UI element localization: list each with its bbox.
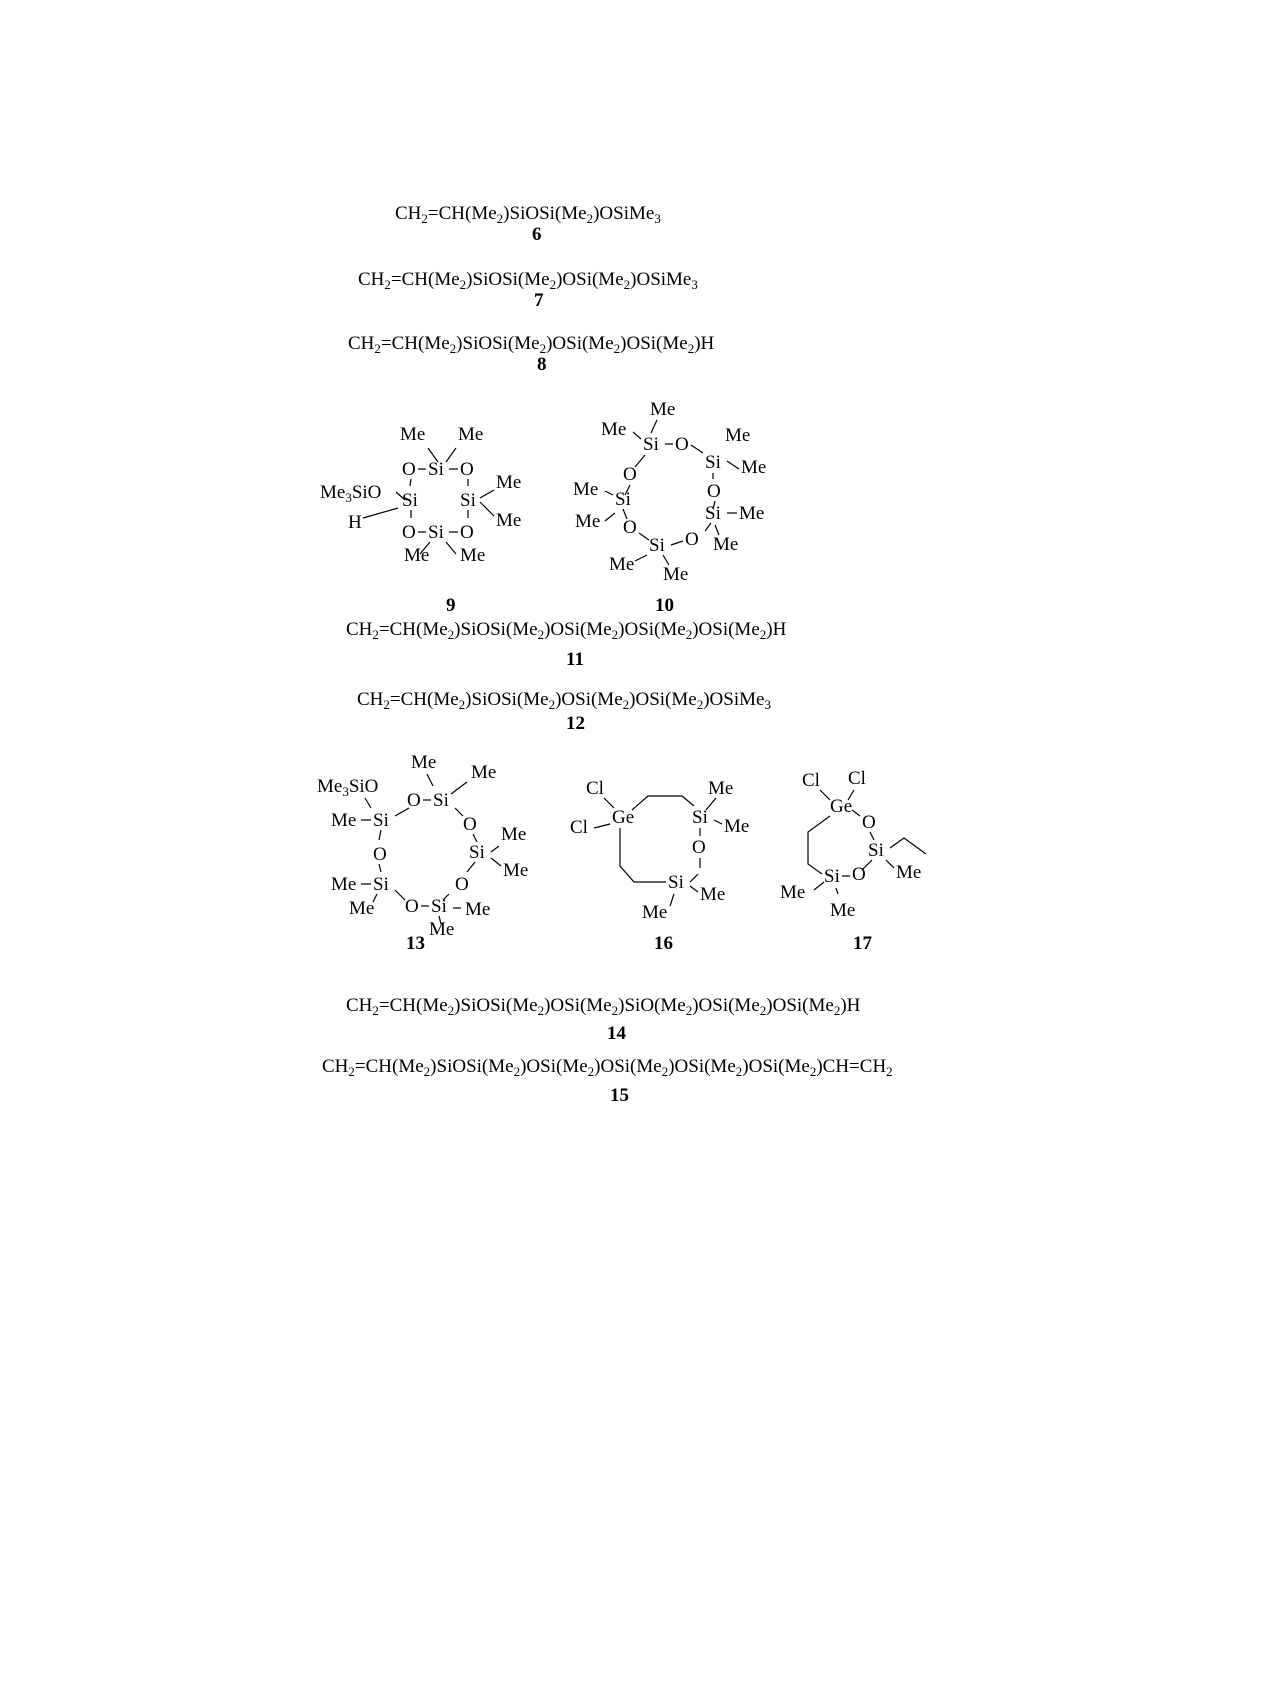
- formula-15: $CH_2=CH(Me_2)SiOSi(Me_2)OSi(Me_2)OSi(Me_2)OSi(Me_2)OSi(Me_2)CH=CH_2$: [322, 1056, 893, 1079]
- formula-6: $CH_2=CH(Me_2)SiOSi(Me_2)OSiMe_3$: [395, 203, 661, 226]
- atom-si: Si: [824, 866, 840, 887]
- compound-number-10: 10: [655, 595, 674, 616]
- atom-me: Me: [601, 419, 627, 440]
- atom-o: O: [373, 844, 387, 865]
- atom-o: O: [405, 896, 419, 917]
- atom-me: Me: [503, 860, 529, 881]
- atom-me: Me: [700, 884, 726, 905]
- structure-17: [780, 760, 980, 930]
- formula-7: $CH_2=CH(Me_2)SiOSi(Me_2)OSi(Me_2)OSiMe_3$: [358, 269, 698, 292]
- atom-si: Si: [668, 872, 684, 893]
- atom-me: Me: [331, 874, 357, 895]
- atom-si: Si: [433, 790, 449, 811]
- atom-o: O: [460, 459, 474, 480]
- atom-me: Me: [496, 510, 522, 531]
- atom-me: Me: [830, 900, 856, 921]
- atom-me: Me: [663, 564, 689, 585]
- atom-me: Me: [429, 919, 455, 940]
- atom-o: O: [707, 481, 721, 502]
- formula-11: $CH_2=CH(Me_2)SiOSi(Me_2)OSi(Me_2)OSi(Me_2)OSi(Me_2)H$: [346, 619, 787, 642]
- formula-12: $CH_2=CH(Me_2)SiOSi(Me_2)OSi(Me_2)OSi(Me_2)OSiMe_3$: [357, 689, 771, 712]
- atom-me: Me: [501, 824, 527, 845]
- atom-h: H: [348, 512, 362, 533]
- compound-number-13: 13: [406, 933, 425, 954]
- atom-o: O: [463, 814, 477, 835]
- atom-si: Si: [705, 503, 721, 524]
- atom-si: Si: [705, 452, 721, 473]
- atom-me3sio: $Me_3SiO$: [317, 776, 379, 799]
- atom-si: Si: [460, 490, 476, 511]
- atom-o: O: [402, 459, 416, 480]
- atom-o: O: [692, 837, 706, 858]
- atom-si: Si: [428, 522, 444, 543]
- atom-si: Si: [373, 810, 389, 831]
- atom-me: Me: [741, 457, 767, 478]
- compound-number-12: 12: [566, 713, 585, 734]
- atom-me: Me: [400, 424, 426, 445]
- atom-me: Me: [471, 762, 497, 783]
- atom-me: Me: [573, 479, 599, 500]
- atom-si: Si: [649, 535, 665, 556]
- atom-me: Me: [713, 534, 739, 555]
- atom-si: Si: [373, 874, 389, 895]
- atom-me: Me: [575, 511, 601, 532]
- structure-16: [570, 770, 770, 940]
- atom-cl: Cl: [570, 817, 588, 838]
- atom-me: Me: [642, 902, 668, 923]
- atom-me: Me: [780, 882, 806, 903]
- structure-9: [318, 420, 558, 600]
- atom-ge: Ge: [612, 807, 635, 828]
- atom-si: Si: [615, 489, 631, 510]
- atom-o: O: [685, 529, 699, 550]
- compound-number-6: 6: [532, 224, 542, 245]
- formula-14: $CH_2=CH(Me_2)SiOSi(Me_2)OSi(Me_2)SiO(Me_2)OSi(Me_2)OSi(Me_2)H$: [346, 995, 861, 1018]
- atom-me: Me: [460, 545, 486, 566]
- compound-number-8: 8: [537, 354, 547, 375]
- atom-me3sio: $Me_3SiO$: [320, 482, 382, 505]
- compound-number-7: 7: [534, 290, 544, 311]
- atom-o: O: [852, 864, 866, 885]
- atom-si: Si: [469, 842, 485, 863]
- atom-o: O: [675, 434, 689, 455]
- compound-number-16: 16: [654, 933, 673, 954]
- atom-cl: Cl: [802, 770, 820, 791]
- compound-number-11: 11: [566, 649, 584, 670]
- atom-cl: Cl: [848, 768, 866, 789]
- atom-me: Me: [708, 778, 734, 799]
- formula-8: $CH_2=CH(Me_2)SiOSi(Me_2)OSi(Me_2)OSi(Me_2)H$: [348, 333, 715, 356]
- atom-si: Si: [428, 459, 444, 480]
- atom-si: Si: [868, 840, 884, 861]
- atom-me: Me: [609, 554, 635, 575]
- atom-si: Si: [402, 490, 418, 511]
- atom-si: Si: [431, 896, 447, 917]
- atom-o: O: [455, 874, 469, 895]
- atom-me: Me: [458, 424, 484, 445]
- atom-me: Me: [725, 425, 751, 446]
- atom-o: O: [623, 464, 637, 485]
- atom-si: Si: [643, 434, 659, 455]
- structure-13: [315, 750, 555, 950]
- compound-number-9: 9: [446, 595, 456, 616]
- atom-o: O: [623, 517, 637, 538]
- atom-cl: Cl: [586, 778, 604, 799]
- atom-o: O: [407, 790, 421, 811]
- atom-o: O: [402, 522, 416, 543]
- atom-me: Me: [404, 545, 430, 566]
- atom-ge: Ge: [830, 796, 853, 817]
- compound-number-15: 15: [610, 1085, 629, 1106]
- atom-si: Si: [692, 807, 708, 828]
- atom-me: Me: [349, 898, 375, 919]
- atom-o: O: [862, 812, 876, 833]
- atom-o: O: [460, 522, 474, 543]
- atom-me: Me: [411, 752, 437, 773]
- compound-number-14: 14: [607, 1023, 626, 1044]
- atom-me: Me: [896, 862, 922, 883]
- atom-me: Me: [650, 399, 676, 420]
- atom-me: Me: [465, 899, 491, 920]
- structure-10: [565, 395, 805, 595]
- atom-me: Me: [496, 472, 522, 493]
- atom-me: Me: [739, 503, 765, 524]
- atom-me: Me: [724, 816, 750, 837]
- compound-number-17: 17: [853, 933, 872, 954]
- atom-me: Me: [331, 810, 357, 831]
